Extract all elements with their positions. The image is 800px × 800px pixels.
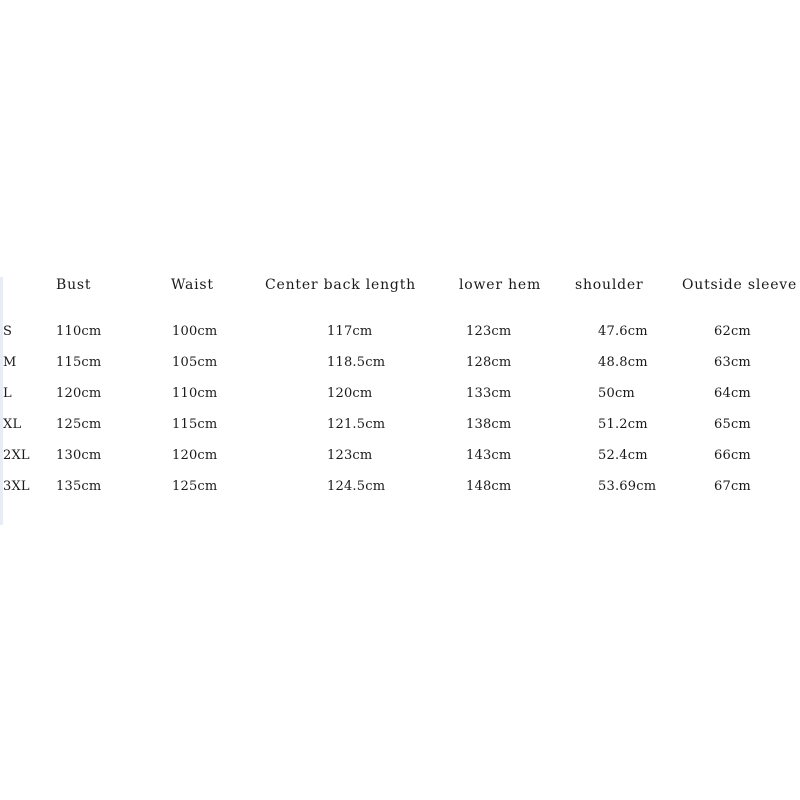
table-cell: 47.6cm (598, 324, 648, 339)
table-cell: 65cm (714, 417, 751, 432)
table-cell: 133cm (466, 386, 512, 401)
table-cell: 135cm (56, 479, 102, 494)
table-cell: 52.4cm (598, 448, 648, 463)
size-label: M (3, 355, 17, 370)
table-cell: 123cm (466, 324, 512, 339)
table-cell: 64cm (714, 386, 751, 401)
table-cell: 148cm (466, 479, 512, 494)
table-cell: 130cm (56, 448, 102, 463)
table-cell: 51.2cm (598, 417, 648, 432)
table-cell: 62cm (714, 324, 751, 339)
table-cell: 110cm (56, 324, 102, 339)
table-cell: 143cm (466, 448, 512, 463)
table-cell: 67cm (714, 479, 751, 494)
table-cell: 115cm (172, 417, 218, 432)
header-center-back-length: Center back length (265, 277, 416, 293)
table-cell: 50cm (598, 386, 635, 401)
header-waist: Waist (171, 277, 214, 293)
table-cell: 100cm (172, 324, 218, 339)
header-bust: Bust (56, 277, 92, 293)
table-cell: 125cm (172, 479, 218, 494)
table-cell: 117cm (327, 324, 373, 339)
size-label: XL (3, 417, 22, 432)
table-cell: 120cm (172, 448, 218, 463)
size-label: L (3, 386, 12, 401)
table-cell: 123cm (327, 448, 373, 463)
size-label: 2XL (3, 448, 30, 463)
table-cell: 53.69cm (598, 479, 657, 494)
table-cell: 120cm (327, 386, 373, 401)
table-cell: 63cm (714, 355, 751, 370)
table-cell: 105cm (172, 355, 218, 370)
table-cell: 115cm (56, 355, 102, 370)
table-cell: 118.5cm (327, 355, 386, 370)
table-cell: 110cm (172, 386, 218, 401)
table-cell: 120cm (56, 386, 102, 401)
table-cell: 124.5cm (327, 479, 386, 494)
table-cell: 66cm (714, 448, 751, 463)
table-cell: 48.8cm (598, 355, 648, 370)
table-cell: 121.5cm (327, 417, 386, 432)
table-cell: 138cm (466, 417, 512, 432)
table-cell: 125cm (56, 417, 102, 432)
header-lower-hem: lower hem (459, 277, 542, 293)
size-label: 3XL (3, 479, 30, 494)
header-outside-sleeve: Outside sleeve (682, 277, 798, 293)
header-shoulder: shoulder (575, 277, 644, 293)
size-label: S (3, 324, 13, 339)
table-cell: 128cm (466, 355, 512, 370)
